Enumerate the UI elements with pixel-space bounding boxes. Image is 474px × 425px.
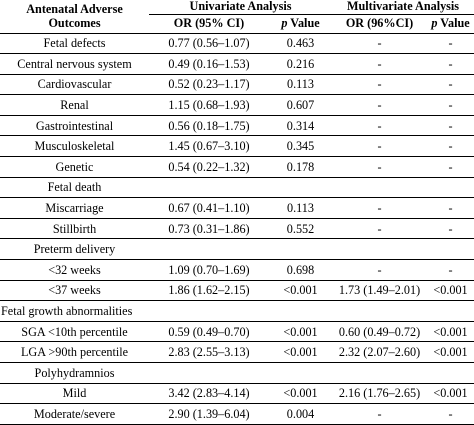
outcome-cell: Central nervous system <box>0 54 149 75</box>
table-row <box>0 260 474 281</box>
table-header <box>0 0 474 33</box>
outcome-cell: Cardiovascular <box>0 74 149 95</box>
univariate-or-cell <box>149 301 269 322</box>
multivariate-or-cell: - <box>332 198 427 219</box>
univariate-p-cell: <0.001 <box>269 342 332 363</box>
univariate-or-cell: 1.45 (0.67–3.10) <box>149 136 269 157</box>
multivariate-p-italic: p <box>431 16 438 31</box>
univariate-or-cell <box>149 239 269 260</box>
multivariate-p-cell: <0.001 <box>427 280 474 301</box>
multivariate-or-cell: - <box>332 157 427 178</box>
univariate-p-cell: 0.698 <box>269 260 332 281</box>
header-row-groups <box>0 0 474 14</box>
outcome-cell: Musculoskeletal <box>0 136 149 157</box>
table-body <box>0 33 474 424</box>
table-row <box>0 54 474 75</box>
univariate-or-cell: 0.49 (0.16–1.53) <box>149 54 269 75</box>
table-row <box>0 301 474 322</box>
outcome-cell: Preterm delivery <box>0 239 149 260</box>
multivariate-p-cell: - <box>427 218 474 239</box>
outcome-header-line2: Outcomes <box>48 16 101 31</box>
univariate-group-header: Univariate Analysis <box>189 0 292 13</box>
multivariate-or-cell: - <box>332 54 427 75</box>
multivariate-p-cell: - <box>427 115 474 136</box>
multivariate-p-cell <box>427 239 474 260</box>
multivariate-p-cell: <0.001 <box>427 321 474 342</box>
table-row <box>0 280 474 301</box>
multivariate-or-header: OR (96%CI) <box>332 14 427 33</box>
multivariate-or-cell: - <box>332 218 427 239</box>
univariate-or-header: OR (95% CI) <box>149 14 269 33</box>
univariate-or-cell: 0.77 (0.56–1.07) <box>149 33 269 54</box>
univariate-p-cell: <0.001 <box>269 280 332 301</box>
table-row <box>0 198 474 219</box>
multivariate-or-cell: 0.60 (0.49–0.72) <box>332 321 427 342</box>
univariate-p-cell: 0.178 <box>269 157 332 178</box>
univariate-p-cell <box>269 363 332 384</box>
table-row <box>0 95 474 116</box>
univariate-p-cell: 0.113 <box>269 198 332 219</box>
multivariate-or-cell: - <box>332 74 427 95</box>
outcome-cell: Polyhydramnios <box>0 363 149 384</box>
univariate-or-cell: 1.86 (1.62–2.15) <box>149 280 269 301</box>
multivariate-p-cell: - <box>427 136 474 157</box>
univariate-p-header <box>269 14 332 33</box>
multivariate-p-cell <box>427 177 474 198</box>
outcome-cell: Miscarriage <box>0 198 149 219</box>
univariate-or-cell: 0.54 (0.22–1.32) <box>149 157 269 178</box>
multivariate-p-cell: - <box>427 95 474 116</box>
univariate-or-cell: 0.73 (0.31–1.86) <box>149 218 269 239</box>
multivariate-p-header <box>427 14 474 33</box>
multivariate-or-cell <box>332 239 427 260</box>
table-row <box>0 321 474 342</box>
multivariate-p-cell <box>427 301 474 322</box>
univariate-or-cell <box>149 363 269 384</box>
table-row <box>0 115 474 136</box>
outcome-cell: Renal <box>0 95 149 116</box>
multivariate-p-cell: - <box>427 74 474 95</box>
multivariate-or-cell <box>332 177 427 198</box>
univariate-p-cell <box>269 239 332 260</box>
univariate-p-cell: 0.113 <box>269 74 332 95</box>
outcome-cell: <37 weeks <box>0 280 149 301</box>
table-row <box>0 404 474 425</box>
univariate-or-cell: 2.90 (1.39–6.04) <box>149 404 269 425</box>
multivariate-or-cell: - <box>332 115 427 136</box>
univariate-or-cell: 0.59 (0.49–0.70) <box>149 321 269 342</box>
table-row <box>0 136 474 157</box>
univariate-or-cell: 1.15 (0.68–1.93) <box>149 95 269 116</box>
outcome-cell: Gastrointestinal <box>0 115 149 136</box>
outcome-cell: Moderate/severe <box>0 404 149 425</box>
multivariate-or-cell: - <box>332 404 427 425</box>
univariate-or-cell: 0.67 (0.41–1.10) <box>149 198 269 219</box>
multivariate-or-cell: - <box>332 136 427 157</box>
multivariate-p-rest: Value <box>437 16 470 31</box>
multivariate-p-cell: <0.001 <box>427 383 474 404</box>
table-row <box>0 363 474 384</box>
multivariate-or-cell: - <box>332 33 427 54</box>
multivariate-or-cell <box>332 363 427 384</box>
univariate-p-cell: 0.552 <box>269 218 332 239</box>
table-row <box>0 177 474 198</box>
table-row <box>0 342 474 363</box>
outcome-cell: Fetal growth abnormalities <box>0 301 149 322</box>
univariate-p-cell: <0.001 <box>269 383 332 404</box>
multivariate-or-cell: 1.73 (1.49–2.01) <box>332 280 427 301</box>
univariate-p-cell: 0.314 <box>269 115 332 136</box>
multivariate-or-cell <box>332 301 427 322</box>
multivariate-p-cell: - <box>427 404 474 425</box>
multivariate-p-cell <box>427 363 474 384</box>
multivariate-or-cell: 2.32 (2.07–2.60) <box>332 342 427 363</box>
multivariate-p-cell: <0.001 <box>427 342 474 363</box>
multivariate-p-cell: - <box>427 198 474 219</box>
multivariate-group-header: Multivariate Analysis <box>346 0 460 13</box>
univariate-p-italic: p <box>281 16 288 31</box>
table-row <box>0 218 474 239</box>
outcome-cell: <32 weeks <box>0 260 149 281</box>
multivariate-p-cell: - <box>427 157 474 178</box>
univariate-or-cell <box>149 177 269 198</box>
multivariate-or-cell: - <box>332 95 427 116</box>
univariate-or-cell: 1.09 (0.70–1.69) <box>149 260 269 281</box>
univariate-or-cell: 0.52 (0.23–1.17) <box>149 74 269 95</box>
univariate-p-cell: 0.345 <box>269 136 332 157</box>
outcome-cell: Fetal defects <box>0 33 149 54</box>
outcome-column-header <box>0 0 149 33</box>
multivariate-p-cell: - <box>427 260 474 281</box>
multivariate-or-cell: 2.16 (1.76–2.65) <box>332 383 427 404</box>
univariate-p-cell: 0.216 <box>269 54 332 75</box>
univariate-p-cell: 0.463 <box>269 33 332 54</box>
univariate-p-cell: 0.607 <box>269 95 332 116</box>
outcome-cell: Stillbirth <box>0 218 149 239</box>
univariate-p-cell: 0.004 <box>269 404 332 425</box>
univariate-p-cell <box>269 177 332 198</box>
univariate-p-rest: Value <box>287 16 320 31</box>
univariate-p-cell: <0.001 <box>269 321 332 342</box>
outcome-cell: SGA <10th percentile <box>0 321 149 342</box>
multivariate-p-cell: - <box>427 54 474 75</box>
table-row <box>0 33 474 54</box>
outcome-cell: Fetal death <box>0 177 149 198</box>
univariate-or-cell: 3.42 (2.83–4.14) <box>149 383 269 404</box>
univariate-or-cell: 2.83 (2.55–3.13) <box>149 342 269 363</box>
univariate-p-cell <box>269 301 332 322</box>
table-row <box>0 74 474 95</box>
table-row <box>0 239 474 260</box>
multivariate-p-cell: - <box>427 33 474 54</box>
outcome-header-line1: Antenatal Adverse <box>26 2 123 17</box>
outcome-cell: Mild <box>0 383 149 404</box>
univariate-or-cell: 0.56 (0.18–1.75) <box>149 115 269 136</box>
outcome-cell: LGA >90th percentile <box>0 342 149 363</box>
table-row <box>0 383 474 404</box>
multivariate-or-cell: - <box>332 260 427 281</box>
table-row <box>0 157 474 178</box>
outcome-cell: Genetic <box>0 157 149 178</box>
